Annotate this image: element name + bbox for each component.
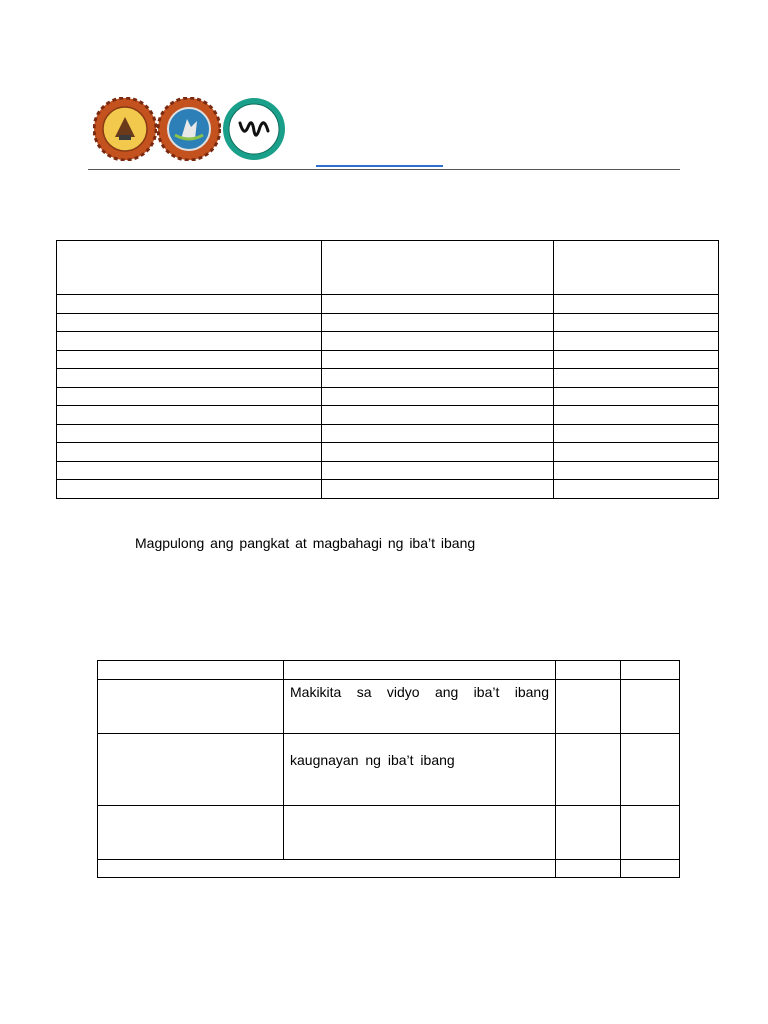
table-cell bbox=[554, 387, 719, 406]
table-cell bbox=[98, 734, 284, 806]
table-header-row bbox=[57, 241, 719, 295]
table-cell bbox=[554, 350, 719, 369]
criteria-text: kaugnayan ng iba’t ibang bbox=[290, 752, 455, 768]
table-cell bbox=[621, 680, 680, 734]
criteria-cell bbox=[284, 734, 556, 806]
table-cell bbox=[554, 313, 719, 332]
table-row bbox=[57, 406, 719, 425]
table-cell bbox=[621, 806, 680, 860]
table-cell bbox=[554, 241, 719, 295]
table-cell bbox=[556, 661, 621, 680]
table-cell bbox=[621, 734, 680, 806]
table-cell bbox=[322, 461, 554, 480]
table-cell bbox=[322, 295, 554, 314]
table-cell bbox=[284, 661, 556, 680]
table-cell bbox=[57, 369, 322, 388]
table-row bbox=[57, 443, 719, 462]
table-cell bbox=[621, 860, 680, 878]
table-row bbox=[57, 480, 719, 499]
table-cell bbox=[322, 387, 554, 406]
table-cell bbox=[98, 680, 284, 734]
table-row bbox=[98, 806, 680, 860]
table-cell bbox=[554, 424, 719, 443]
table-cell bbox=[98, 806, 284, 860]
header-link-underline bbox=[316, 165, 443, 167]
table-row bbox=[98, 680, 680, 734]
table-cell bbox=[322, 424, 554, 443]
table-cell bbox=[57, 443, 322, 462]
college-seal-logo bbox=[157, 97, 221, 161]
table-cell bbox=[57, 406, 322, 425]
table-cell bbox=[554, 443, 719, 462]
table-cell bbox=[98, 860, 556, 878]
table-row bbox=[57, 424, 719, 443]
table-cell bbox=[57, 461, 322, 480]
table-cell bbox=[284, 806, 556, 860]
table-cell bbox=[322, 480, 554, 499]
rubric-table bbox=[97, 660, 680, 878]
table-cell bbox=[57, 350, 322, 369]
table-cell bbox=[322, 332, 554, 351]
table-cell bbox=[556, 734, 621, 806]
table-cell bbox=[621, 661, 680, 680]
table-row bbox=[57, 313, 719, 332]
table-cell bbox=[98, 661, 284, 680]
table-row bbox=[57, 461, 719, 480]
komisyon-sa-wikang-filipino-logo bbox=[222, 97, 286, 161]
table-row bbox=[98, 734, 680, 806]
blank-table bbox=[56, 240, 719, 499]
instruction-text: Magpulong ang pangkat at magbahagi ng iba’t ibang bbox=[135, 535, 476, 551]
table-cell bbox=[556, 680, 621, 734]
table-cell bbox=[554, 295, 719, 314]
table-cell bbox=[57, 332, 322, 351]
table-row bbox=[57, 369, 719, 388]
table-cell bbox=[57, 295, 322, 314]
table-cell bbox=[322, 443, 554, 462]
table-cell bbox=[57, 241, 322, 295]
table-cell bbox=[57, 313, 322, 332]
table-row bbox=[57, 350, 719, 369]
university-seal-logo bbox=[93, 97, 157, 161]
criteria-cell bbox=[284, 680, 556, 734]
table-cell bbox=[556, 860, 621, 878]
table-row bbox=[57, 295, 719, 314]
table-row bbox=[57, 332, 719, 351]
table-cell bbox=[556, 806, 621, 860]
criteria-text: Makikita sa vidyo ang iba’t ibang bbox=[290, 684, 549, 700]
table-cell bbox=[322, 369, 554, 388]
table-cell bbox=[322, 350, 554, 369]
table-cell bbox=[554, 369, 719, 388]
table-cell bbox=[554, 332, 719, 351]
table-cell bbox=[57, 480, 322, 499]
table-cell bbox=[554, 480, 719, 499]
table-cell bbox=[57, 424, 322, 443]
header-divider bbox=[88, 169, 680, 170]
table-cell bbox=[322, 241, 554, 295]
table-cell bbox=[554, 461, 719, 480]
table-cell bbox=[322, 313, 554, 332]
table-cell bbox=[322, 406, 554, 425]
table-cell bbox=[554, 406, 719, 425]
table-total-row bbox=[98, 860, 680, 878]
table-cell bbox=[57, 387, 322, 406]
table-row bbox=[57, 387, 719, 406]
table-header-row bbox=[98, 661, 680, 680]
